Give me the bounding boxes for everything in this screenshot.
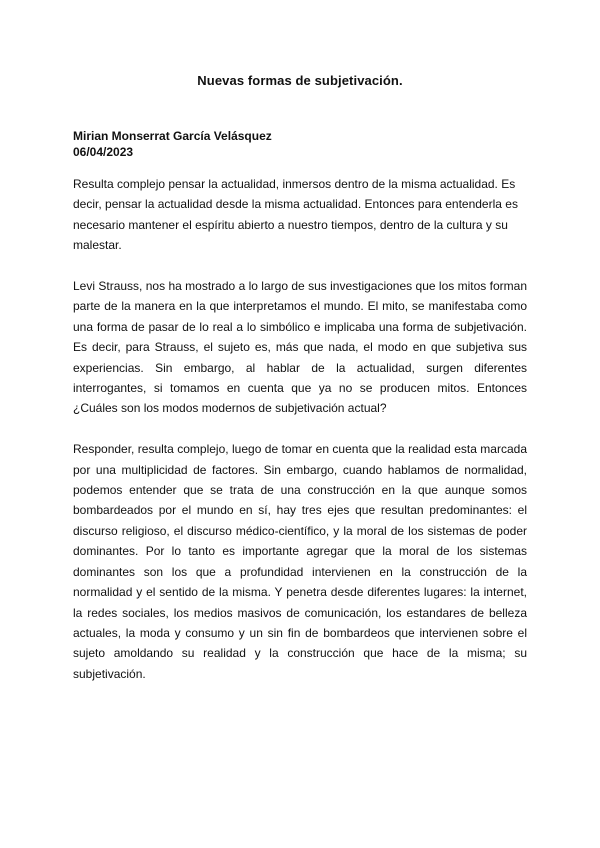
document-body — [73, 174, 527, 705]
paragraph-3: Responder, resulta complejo, luego de tomar en cuenta que la realidad esta marcada por una multiplicidad de factores. Sin embargo, cuando hablamos de normalidad, podemos entender que se trata de una construcción en la que aunque somos bombardeados por el mundo en sí, hay tres ejes que resultan predominantes: el discurso religioso, el discurso médico-científico, y la moral de los sistemas de poder dominantes. Por lo tanto es importante agregar que la moral de los sistemas dominantes son los que a profundidad intervienen en la construcción de la normalidad y el sentido de la misma. Y penetra desde diferentes lugares: la internet, la redes sociales, los medios masivos de comunicación, los estandares de belleza actuales, la moda y consumo y un sin fin de bombardeos que intervienen sobre el sujeto amoldando su realidad y la construcción que hace de la misma; su subjetivación. — [73, 442, 527, 681]
author-name: Mirian Monserrat García Velásquez — [73, 129, 272, 143]
author-block — [73, 128, 272, 160]
paragraph-2: Levi Strauss, nos ha mostrado a lo largo de sus investigaciones que los mitos forman parte de la manera en la que interpretamos el mundo. El mito, se manifestaba como una forma de pasar de lo real a lo simbólico e implicaba una forma de subjetivación. Es decir, para Strauss, el sujeto es, más que nada, el modo en que subjetiva sus experiencias. Sin embargo, al hablar de la actualidad, surgen diferentes interrogantes, si tomamos en cuenta que ya no se producen mitos. Entonces ¿Cuáles son los modos modernos de subjetivación actual? — [73, 279, 527, 416]
paragraph-1: Resulta complejo pensar la actualidad, inmersos dentro de la misma actualidad. Es decir, pensar la actualidad desde la misma actualidad. Entonces para entenderla es necesario mantener el espíritu abierto a nuestro tiempos, dentro de la cultura y su malestar. — [73, 177, 518, 253]
document-title: Nuevas formas de subjetivación. — [197, 73, 403, 88]
document-date: 06/04/2023 — [73, 145, 134, 159]
